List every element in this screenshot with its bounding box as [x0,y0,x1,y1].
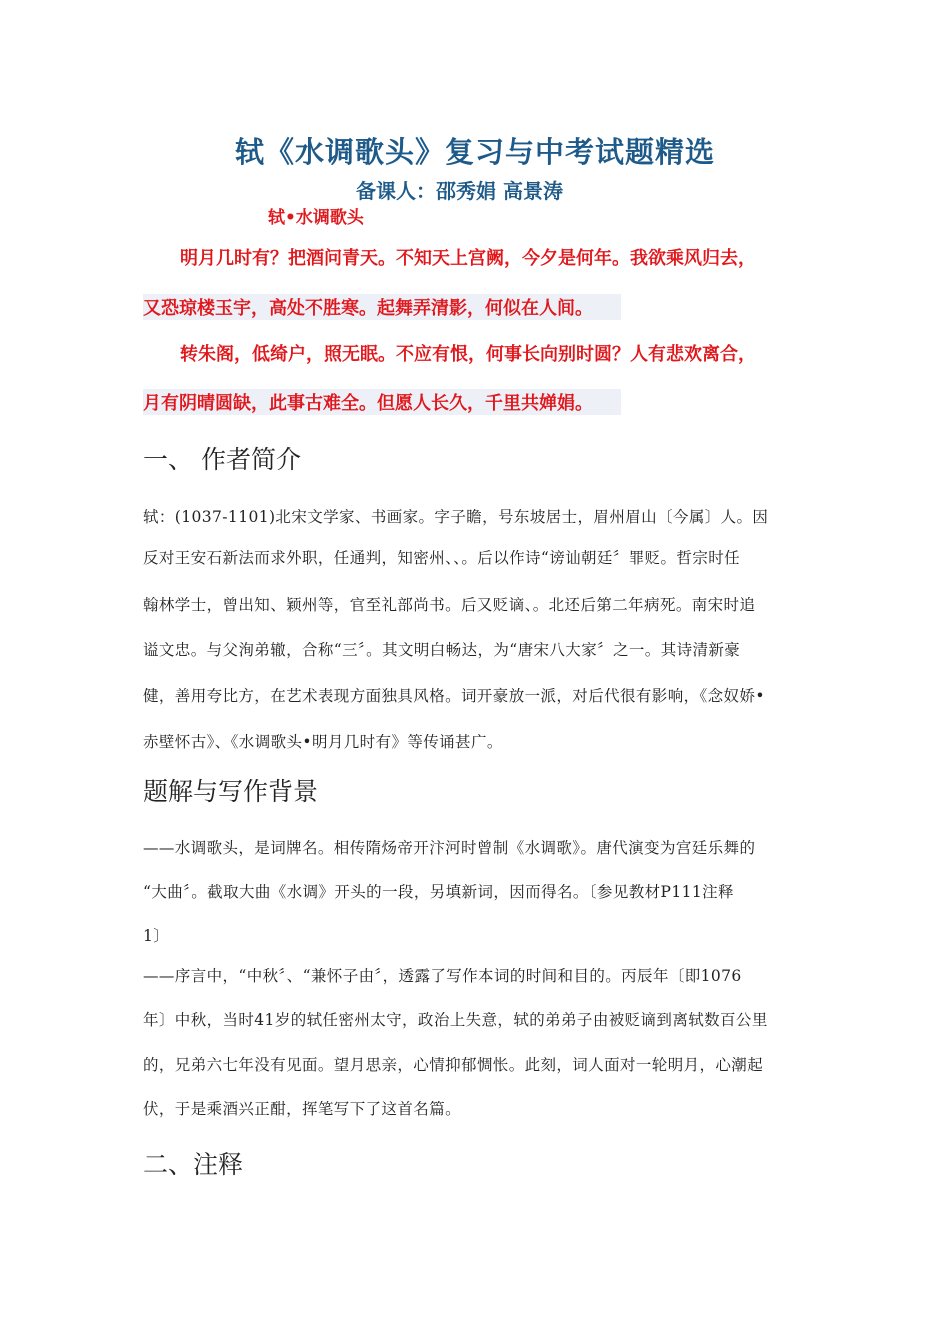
paragraph-line: 年〕中秋，当时41岁的轼任密州太守，政治上失意，轼的弟弟子由被贬谪到离轼数百公里 [143,1011,768,1029]
section-heading-background: 题解与写作背景 [143,777,319,806]
authors-line: 备课人：邵秀娟 高景涛 [356,179,563,203]
poem-line: 又恐琼楼玉宇，高处不胜寒。起舞弄清影，何似在人间。 [143,294,621,320]
paragraph-line: 反对王安石新法而求外职，任通判，知密州、、。后以作诗“谤讪朝廷〞罪贬。哲宗时任 [143,549,741,567]
poem-label: 轼•水调歌头 [268,208,364,228]
paragraph-line: “大曲〞。截取大曲《水调》开头的一段，另填新词，因而得名。〔参见教材P111注释 [143,883,734,901]
paragraph-line: 伏，于是乘酒兴正酣，挥笔写下了这首名篇。 [143,1100,462,1118]
section-heading-author: 一、 作者简介 [143,445,301,474]
page-title: 轼《水调歌头》复习与中考试题精选 [234,135,715,169]
paragraph-line: 1〕 [143,927,170,945]
paragraph-line: 的，兄弟六七年没有见面。望月思亲，心情抑郁惆怅。此刻，词人面对一轮明月，心潮起 [143,1056,764,1074]
paragraph-line: 健，善用夸比方，在艺术表现方面独具风格。词开豪放一派，对后代很有影响，《念奴娇• [143,687,765,705]
paragraph-line: 轼：(1037-1101)北宋文学家、书画家。字子瞻，号东坡居士，眉州眉山〔今属〕人。因 [143,508,769,526]
paragraph-line: 谥文忠。与父洵弟辙，合称“三〞。其文明白畅达，为“唐宋八大家〞之一。其诗清新豪 [143,641,741,659]
poem-line: 转朱阁，低绮户，照无眠。不应有恨，何事长向别时圆？人有悲欢离合， [180,344,756,365]
section-heading-notes: 二、注释 [143,1150,244,1179]
poem-line: 明月几时有？把酒问青天。不知天上宫阙，今夕是何年。我欲乘风归去， [180,248,756,269]
paragraph-line: 翰林学士，曾出知、颖州等，官至礼部尚书。后又贬谪、。北还后第二年病死。南宋时追 [143,596,756,614]
paragraph-line: 赤壁怀古》、《水调歌头•明月几时有》等传诵甚广。 [143,733,503,751]
paragraph-line: ——水调歌头，是词牌名。相传隋炀帝开汴河时曾制《水调歌》。唐代演变为宫廷乐舞的 [143,839,756,857]
paragraph-line: ——序言中，“中秋〞、“兼怀子由〞，透露了写作本词的时间和目的。丙辰年〔即1076 [143,967,742,985]
poem-line: 月有阴晴圆缺，此事古难全。但愿人长久，千里共婵娟。 [143,389,621,415]
